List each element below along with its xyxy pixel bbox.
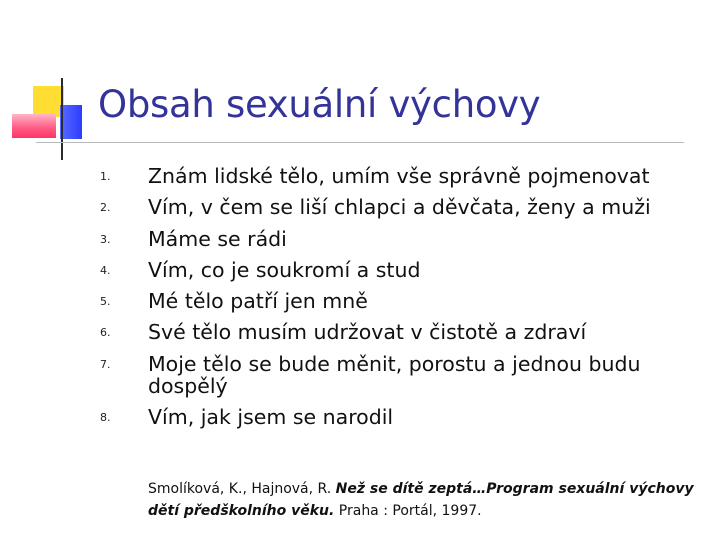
list-item-text: Své tělo musím udržovat v čistotě a zdraví [148,320,587,345]
list-item [100,317,680,348]
citation-authors: Smolíková, K., Hajnová, R. [148,481,332,497]
list-item [100,255,680,286]
list-item [100,402,680,433]
list-item [100,349,680,402]
list-item-number: 1. [100,170,111,183]
decorative-pink-rectangle [12,114,56,138]
list-item-number: 4. [100,263,111,277]
list-item-number: 6. [100,326,111,340]
list-item-text: Vím, co je soukromí a stud [148,257,421,282]
list-item [100,224,680,255]
citation-publisher: Praha : Portál, 1997. [338,503,482,519]
decorative-vertical-line [61,78,63,160]
list-item [100,161,680,192]
list-item-number: 2. [100,201,111,215]
list-item-text: Vím, v čem se liší chlapci a děvčata, ženy a muži [148,195,651,220]
list-item-number: 8. [100,410,111,424]
title-divider-line [36,142,684,143]
slide-title: Obsah sexuální výchovy [98,83,541,126]
source-citation [148,478,708,522]
list-item-number: 3. [100,232,111,246]
list-item-number: 5. [100,295,111,309]
list-item-text: Mé tělo patří jen mně [148,289,368,314]
list-item [100,286,680,317]
list-item [100,192,680,223]
content-list [100,161,680,433]
list-item-text: Znám lidské tělo, umím vše správně pojmenovat [148,164,650,188]
list-item-number: 7. [100,357,111,371]
list-item-text: Moje tělo se bude měnit, porostu a jednou budu dospělý [148,351,641,398]
list-item-text: Vím, jak jsem se narodil [148,404,394,429]
citation-book-title: Než se dítě zeptá…Program sexuální výchovy dětí předškolního věku. [148,481,694,519]
list-item-text: Máme se rádi [148,226,287,251]
decorative-blue-rectangle [60,105,82,139]
